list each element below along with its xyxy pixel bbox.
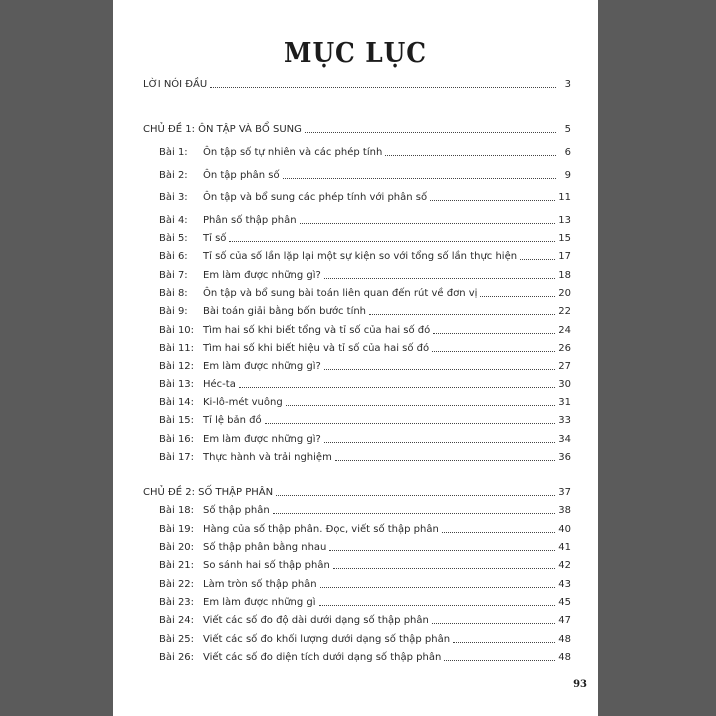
- toc-lesson-title: Hàng của số thập phân. Đọc, viết số thập phân: [203, 524, 439, 535]
- toc-chapter-page: 5: [564, 124, 571, 135]
- toc-lesson-number: Bài 14:: [159, 397, 195, 408]
- toc-lesson-text: [159, 361, 321, 373]
- toc-lesson-text: [159, 524, 439, 536]
- dot-leader: [324, 369, 555, 370]
- toc-lesson-title: Ki-lô-mét vuông: [203, 397, 283, 408]
- toc-lesson-item: [159, 249, 571, 263]
- toc-lesson-page: 6: [564, 147, 571, 158]
- toc-lesson-item: [159, 650, 571, 664]
- toc-lesson-number: Bài 24:: [159, 615, 195, 626]
- dot-leader: [324, 278, 555, 279]
- toc-lesson-item: [159, 213, 571, 227]
- toc-lesson-number: Bài 1:: [159, 147, 188, 158]
- dot-leader: [286, 405, 556, 406]
- toc-lesson-title: Tỉ số: [203, 233, 227, 244]
- toc-lesson-number: Bài 25:: [159, 634, 195, 645]
- right-background-margin: [598, 0, 716, 716]
- toc-lesson-text: [159, 306, 366, 318]
- toc-lesson-item: [159, 540, 571, 554]
- dot-leader: [520, 259, 555, 260]
- toc-lesson-number: Bài 21:: [159, 560, 195, 571]
- toc-lesson-number: Bài 3:: [159, 192, 188, 203]
- toc-lesson-number: Bài 8:: [159, 288, 188, 299]
- toc-lesson-item: [159, 145, 571, 159]
- dot-leader: [333, 568, 555, 569]
- toc-lesson-text: [159, 397, 283, 409]
- toc-lesson-page: 41: [558, 542, 571, 553]
- dot-leader: [273, 513, 556, 514]
- toc-lesson-item: [159, 632, 571, 646]
- dot-leader: [239, 387, 555, 388]
- dot-leader: [432, 623, 555, 624]
- toc-lesson-number: Bài 15:: [159, 415, 195, 426]
- toc-lesson-page: 17: [558, 251, 571, 262]
- toc-lesson-title: Thực hành và trải nghiệm: [203, 452, 332, 463]
- toc-lesson-number: Bài 22:: [159, 579, 195, 590]
- toc-lesson-item: [159, 377, 571, 391]
- dot-leader: [300, 223, 556, 224]
- toc-lesson-item: [159, 304, 571, 318]
- toc-lesson-number: Bài 23:: [159, 597, 195, 608]
- toc-lesson-page: 11: [558, 192, 571, 203]
- toc-lesson-text: [159, 452, 332, 464]
- dot-leader: [283, 178, 556, 179]
- toc-lesson-title: Em làm được những gì?: [203, 270, 321, 281]
- toc-lesson-title: Tỉ lệ bản đồ: [203, 415, 262, 426]
- toc-lesson-page: 26: [558, 343, 571, 354]
- toc-lesson-text: [159, 652, 441, 664]
- toc-lesson-number: Bài 17:: [159, 452, 195, 463]
- toc-lesson-page: 36: [558, 452, 571, 463]
- dot-leader: [369, 314, 555, 315]
- toc-lesson-page: 27: [558, 361, 571, 372]
- toc-lesson-title: Bài toán giải bằng bốn bước tính: [203, 306, 367, 317]
- toc-lesson-item: [159, 595, 571, 609]
- toc-entry-intro: [143, 77, 571, 91]
- toc-lesson-page: 48: [558, 634, 571, 645]
- toc-entry-page: 3: [564, 79, 571, 90]
- toc-lesson-number: Bài 9:: [159, 306, 188, 317]
- toc-lesson-text: [159, 379, 236, 391]
- toc-lesson-page: 42: [558, 560, 571, 571]
- toc-lesson-item: [159, 522, 571, 536]
- dot-leader: [320, 587, 556, 588]
- toc-lesson-title: Ôn tập và bổ sung bài toán liên quan đến rút về đơn vị: [203, 288, 478, 299]
- toc-lesson-text: [159, 560, 330, 572]
- toc-lesson-page: 15: [558, 233, 571, 244]
- toc-lesson-item: [159, 323, 571, 337]
- toc-lesson-text: [159, 505, 270, 517]
- toc-lesson-title: Tìm hai số khi biết tổng và tỉ số của hai số đó: [203, 325, 431, 336]
- toc-lesson-title: Viết các số đo độ dài dưới dạng số thập phân: [203, 615, 429, 626]
- dot-leader: [229, 241, 555, 242]
- toc-lesson-text: [159, 634, 450, 646]
- toc-lesson-title: Ôn tập và bổ sung các phép tính với phân số: [203, 192, 428, 203]
- toc-entry-title: LỜI NÓI ĐẦU: [143, 79, 208, 90]
- dot-leader: [319, 605, 556, 606]
- toc-lesson-item: [159, 286, 571, 300]
- toc-lesson-page: 31: [558, 397, 571, 408]
- dot-leader: [324, 442, 555, 443]
- toc-lesson-number: Bài 20:: [159, 542, 195, 553]
- toc-lesson-text: [159, 270, 321, 282]
- toc-lesson-item: [159, 558, 571, 572]
- left-background-margin: [0, 0, 113, 716]
- toc-lesson-page: 20: [558, 288, 571, 299]
- toc-lesson-text: [159, 579, 317, 591]
- toc-lesson-text: [159, 233, 226, 245]
- toc-lesson-item: [159, 190, 571, 204]
- toc-lesson-title: Em làm được những gì?: [203, 434, 321, 445]
- toc-lesson-page: 22: [558, 306, 571, 317]
- dot-leader: [305, 132, 556, 133]
- toc-lesson-number: Bài 19:: [159, 524, 195, 535]
- toc-lesson-item: [159, 231, 571, 245]
- dot-leader: [442, 532, 555, 533]
- toc-chapter-title: CHỦ ĐỀ 1: ÔN TẬP VÀ BỔ SUNG: [143, 124, 302, 135]
- toc-lesson-title: Ôn tập số tự nhiên và các phép tính: [203, 147, 383, 158]
- toc-chapter-1: [143, 122, 571, 136]
- dot-leader: [385, 155, 556, 156]
- toc-lesson-page: 45: [558, 597, 571, 608]
- toc-lesson-text: [159, 615, 429, 627]
- toc-lesson-page: 38: [558, 505, 571, 516]
- toc-lesson-item: [159, 432, 571, 446]
- toc-lesson-title: Phân số thập phân: [203, 215, 297, 226]
- toc-lesson-title: Viết các số đo khối lượng dưới dạng số thập phân: [203, 634, 451, 645]
- toc-lesson-number: Bài 13:: [159, 379, 195, 390]
- toc-lesson-item: [159, 413, 571, 427]
- toc-lesson-title: Ôn tập phân số: [203, 170, 280, 181]
- toc-lesson-page: 24: [558, 325, 571, 336]
- toc-lesson-page: 40: [558, 524, 571, 535]
- dot-leader: [265, 423, 556, 424]
- dot-leader: [430, 200, 555, 201]
- toc-lesson-text: [159, 170, 280, 182]
- toc-lesson-page: 18: [558, 270, 571, 281]
- toc-lesson-text: [159, 343, 429, 355]
- page-title: MỤC LỤC: [284, 38, 427, 69]
- toc-lesson-item: [159, 503, 571, 517]
- toc-lesson-title: Viết các số đo diện tích dưới dạng số thập phân: [203, 652, 442, 663]
- toc-lesson-number: Bài 6:: [159, 251, 188, 262]
- toc-lesson-page: 13: [558, 215, 571, 226]
- dot-leader: [444, 660, 555, 661]
- toc-lesson-text: [159, 415, 262, 427]
- dot-leader: [433, 333, 555, 334]
- toc-lesson-number: Bài 26:: [159, 652, 195, 663]
- toc-lesson-page: 34: [558, 434, 571, 445]
- toc-lesson-title: Số thập phân bằng nhau: [203, 542, 327, 553]
- toc-lesson-title: So sánh hai số thập phân: [203, 560, 330, 571]
- dot-leader: [453, 642, 555, 643]
- toc-chapter-title: CHỦ ĐỀ 2: SỐ THẬP PHÂN: [143, 487, 274, 498]
- toc-lesson-text: [159, 192, 427, 204]
- toc-lesson-text: [159, 251, 517, 263]
- toc-lesson-item: [159, 341, 571, 355]
- dot-leader: [432, 351, 555, 352]
- toc-lesson-text: [159, 147, 382, 159]
- toc-lesson-title: Làm tròn số thập phân: [203, 579, 317, 590]
- toc-lesson-item: [159, 395, 571, 409]
- toc-lesson-title: Em làm được những gì?: [203, 361, 321, 372]
- toc-lesson-number: Bài 4:: [159, 215, 188, 226]
- toc-lesson-page: 30: [558, 379, 571, 390]
- toc-lesson-item: [159, 450, 571, 464]
- toc-lesson-number: Bài 10:: [159, 325, 195, 336]
- toc-lesson-text: [159, 215, 297, 227]
- toc-lesson-number: Bài 18:: [159, 505, 195, 516]
- toc-lesson-title: Tỉ số của số lần lặp lại một sự kiện so với tổng số lần thực hiện: [203, 251, 518, 262]
- toc-lesson-item: [159, 268, 571, 282]
- toc-lesson-page: 9: [564, 170, 571, 181]
- toc-chapter-page: 37: [558, 487, 571, 498]
- toc-lesson-number: Bài 16:: [159, 434, 195, 445]
- dot-leader: [480, 296, 555, 297]
- toc-lesson-page: 47: [558, 615, 571, 626]
- toc-lesson-title: Số thập phân: [203, 505, 270, 516]
- toc-lesson-page: 43: [558, 579, 571, 590]
- toc-lesson-number: Bài 5:: [159, 233, 188, 244]
- toc-lesson-number: Bài 12:: [159, 361, 195, 372]
- toc-lesson-title: Em làm được những gì: [203, 597, 316, 608]
- toc-lesson-item: [159, 613, 571, 627]
- toc-lesson-number: Bài 11:: [159, 343, 195, 354]
- toc-lesson-text: [159, 434, 321, 446]
- toc-lesson-item: [159, 168, 571, 182]
- book-page: [113, 0, 598, 716]
- dot-leader: [329, 550, 555, 551]
- page-number: 93: [573, 679, 587, 690]
- dot-leader: [335, 460, 555, 461]
- toc-lesson-number: Bài 2:: [159, 170, 188, 181]
- toc-lesson-title: Héc-ta: [203, 379, 236, 390]
- toc-lesson-number: Bài 7:: [159, 270, 188, 281]
- toc-lesson-text: [159, 597, 316, 609]
- toc-lesson-title: Tìm hai số khi biết hiệu và tỉ số của hai số đó: [203, 343, 430, 354]
- toc-lesson-page: 33: [558, 415, 571, 426]
- toc-lesson-item: [159, 359, 571, 373]
- toc-lesson-page: 48: [558, 652, 571, 663]
- toc-chapter-2: [143, 485, 571, 499]
- toc-lesson-text: [159, 542, 326, 554]
- dot-leader: [276, 495, 555, 496]
- dot-leader: [210, 87, 556, 88]
- toc-lesson-item: [159, 577, 571, 591]
- toc-lesson-text: [159, 325, 430, 337]
- toc-lesson-text: [159, 288, 477, 300]
